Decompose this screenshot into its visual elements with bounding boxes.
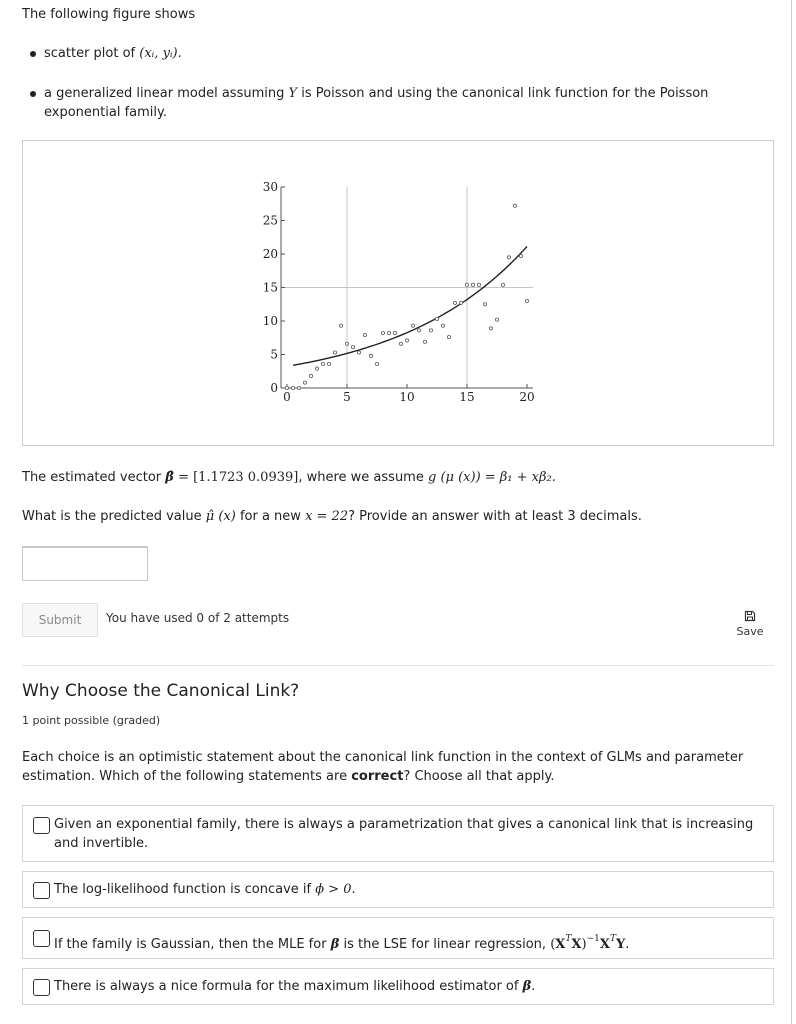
x-tick-label: 0 [283, 390, 291, 404]
data-point [369, 354, 372, 357]
data-point [459, 301, 462, 304]
choice-4-checkbox[interactable] [33, 979, 50, 996]
choice-1-checkbox[interactable] [33, 817, 50, 834]
desc-bold: correct [351, 769, 404, 784]
choice-4-label [54, 977, 757, 996]
beta-hat-symbol: β̂ [165, 470, 174, 485]
intro-text: The following figure shows [22, 7, 196, 22]
data-point [363, 333, 366, 336]
data-point [399, 342, 402, 345]
y-tick-label: 20 [262, 247, 278, 261]
choice-4[interactable] [22, 968, 774, 1005]
data-point [291, 386, 294, 389]
section-description [22, 748, 762, 786]
data-point [297, 386, 300, 389]
choice-2-label [54, 880, 757, 899]
data-point [429, 329, 432, 332]
choice-1-label: Given an exponential family, there is always a parametrization that gives a canonical link that is increasing and invertible. [54, 817, 754, 851]
data-point [489, 327, 492, 330]
choice-1[interactable] [22, 805, 774, 862]
link-equation: g (μ (x)) = β₁ + xβ₂. [427, 470, 556, 485]
data-point [303, 381, 306, 384]
bullet-glm-pre: a generalized linear model assuming [44, 86, 285, 101]
choice-3[interactable] [22, 917, 774, 959]
data-point [477, 283, 480, 286]
data-point [339, 324, 342, 327]
data-point [471, 283, 474, 286]
data-point [285, 386, 288, 389]
data-point [315, 367, 318, 370]
data-point [507, 256, 510, 259]
answer-input[interactable] [22, 546, 148, 581]
desc-post: ? Choose all that apply. [403, 769, 555, 784]
choice-3-checkbox[interactable] [33, 930, 50, 947]
y-tick-label: 15 [262, 280, 278, 295]
save-label: Save [736, 625, 764, 638]
choice-4-post: . [531, 979, 536, 994]
attempts-text: You have used 0 of 2 attempts [106, 611, 290, 625]
bullet-glm-post: is Poisson and using the canonical link function for the Poisson exponential family. [44, 86, 709, 120]
data-point [495, 318, 498, 321]
x-tick-label: 5 [343, 390, 351, 404]
data-point [423, 340, 426, 343]
data-point [321, 362, 324, 365]
choice-3-mid: is the LSE for linear regression, [343, 937, 547, 952]
beta-hat-value: = [1.1723 0.0939] [178, 470, 299, 485]
lse-formula: $(X^TX)^{-1}X^TY$ [550, 934, 626, 952]
data-point [417, 329, 420, 332]
x-tick-label: 10 [399, 390, 415, 404]
data-point [333, 351, 336, 354]
y-tick-label: 10 [262, 314, 278, 328]
data-point [519, 254, 522, 257]
bullet-glm-var: Y [288, 86, 298, 101]
page-right-border [791, 0, 792, 1024]
desc-pre: Each choice is an optimistic statement about the canonical link function in the context of GLMs and parameter estimation. Which of the following statements are [22, 750, 744, 784]
question-text [22, 509, 642, 524]
bullet-scatter-text: scatter plot of [44, 46, 136, 61]
data-point [327, 362, 330, 365]
data-point [387, 331, 390, 334]
scatter-chart [23, 141, 775, 447]
data-point [525, 299, 528, 302]
data-point [309, 374, 312, 377]
points-possible: 1 point possible (graded) [22, 714, 161, 727]
data-point [483, 303, 486, 306]
figure-description-list [22, 44, 782, 122]
scatter-figure [22, 140, 774, 446]
bullet-scatter-math: (xᵢ, yᵢ). [139, 46, 182, 61]
data-point [447, 335, 450, 338]
choice-3-beta: β [330, 937, 340, 952]
choice-2-checkbox[interactable] [33, 882, 50, 899]
choice-2-math: ϕ > 0 [315, 882, 352, 897]
section-title: Why Choose the Canonical Link? [22, 681, 300, 701]
save-icon [744, 610, 756, 622]
save-button[interactable] [734, 610, 766, 638]
data-point [453, 301, 456, 304]
data-point [357, 351, 360, 354]
data-point [513, 204, 516, 207]
choice-3-label [54, 930, 757, 954]
estimated-pre: The estimated vector [22, 470, 162, 485]
x-tick-label: 15 [459, 390, 475, 404]
data-point [393, 331, 396, 334]
question-muhat: μ̂ (x) [205, 509, 236, 524]
question-post: ? Provide an answer with at least 3 decimals. [348, 509, 642, 524]
estimated-mid: , where we assume [298, 470, 424, 485]
choice-3-post: . [625, 937, 630, 952]
fitted-curve [293, 247, 527, 366]
data-point [435, 317, 438, 320]
choice-4-beta: β [522, 979, 532, 994]
data-point [441, 324, 444, 327]
data-point [381, 331, 384, 334]
submit-button[interactable]: Submit [22, 603, 98, 637]
y-tick-label: 30 [262, 180, 278, 194]
question-x-value: x = 22 [305, 509, 349, 524]
data-point [345, 342, 348, 345]
bullet-scatter [22, 44, 782, 63]
x-tick-label: 20 [519, 390, 535, 404]
y-tick-label: 0 [270, 381, 278, 395]
data-point [405, 339, 408, 342]
data-point [351, 346, 354, 349]
data-point [465, 283, 468, 286]
choice-2-post: . [351, 882, 356, 897]
y-tick-label: 5 [270, 347, 278, 362]
data-point [501, 283, 504, 286]
data-point [411, 324, 414, 327]
choice-2[interactable] [22, 871, 774, 908]
choice-4-pre: There is always a nice formula for the maximum likelihood estimator of [54, 979, 519, 994]
estimated-vector-text [22, 470, 556, 485]
choice-2-pre: The log-likelihood function is concave if [54, 882, 312, 897]
y-tick-label: 25 [262, 213, 278, 228]
question-mid: for a new [239, 509, 301, 524]
data-point [375, 362, 378, 365]
choice-3-pre: If the family is Gaussian, then the MLE for [54, 937, 327, 952]
bullet-glm [22, 84, 782, 122]
question-pre: What is the predicted value [22, 509, 202, 524]
section-divider [22, 665, 774, 666]
